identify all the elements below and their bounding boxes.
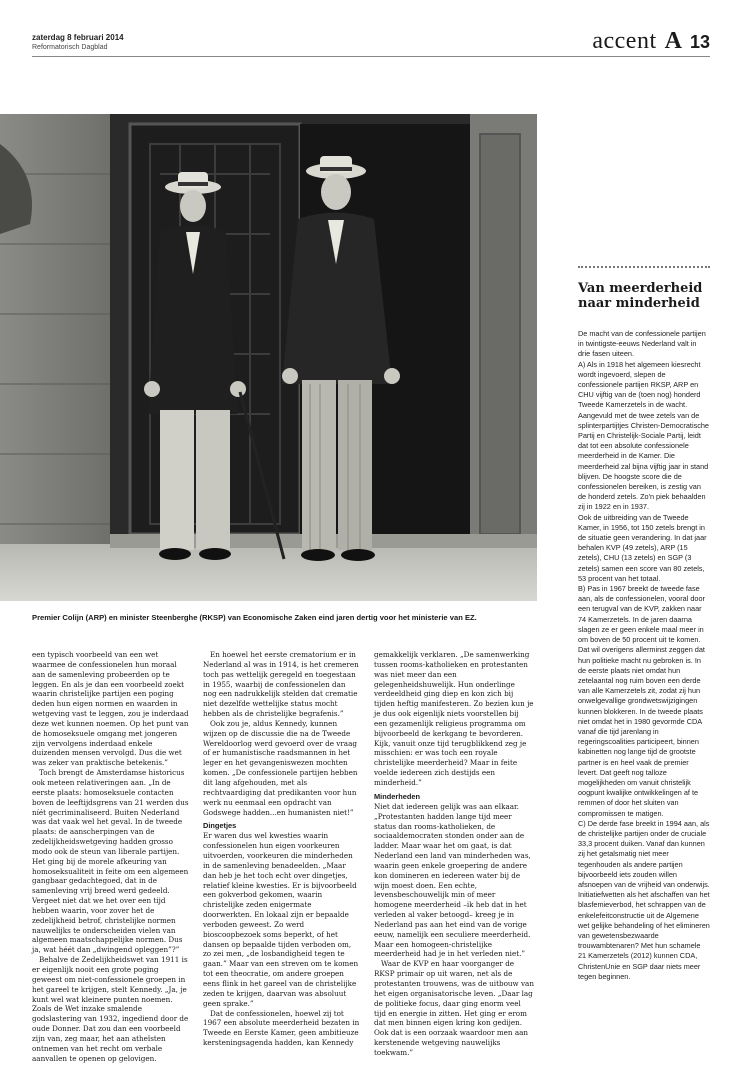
sidebar-box (578, 266, 710, 982)
subheading-dingetjes: Dingetjes (203, 821, 237, 831)
paragraph: Ook zou je, aldus Kennedy, kunnen wijzen op de discussie die na de Tweede Wereldoorlog werd gevoerd over de vraag of er humanistische raadsmannen in het leger en het gevangeniswezen mochten komen. „De confessionele partijen hebben dit lang afgehouden, met als rechtvaardiging dat predikanten voor hun werk nu eenmaal een opdracht van Godswege hadden...en humanisten niet!” (203, 718, 358, 817)
sidebar-paragraph: De macht van de confessionele partijen in twintigste-eeuws Nederland valt in drie fasen uiteen. (578, 329, 706, 359)
sidebar-paragraph: A) Als in 1918 het algemeen kiesrecht wordt ingevoerd, slepen de confessionele partijen RKSP, ARP en CHU vijftig van de (toen nog) honderd Tweede Kamerzetels in de wacht. Aangevuld met de twee zetels van de splinterpartijtjes Christen-Democratische Partij en Christelijk-Sociale Partij, leidt dat tot een absolute confessionele meerderheid in de Kamer. Die meerderheid zal bijna vijftig jaar in stand blijven. De hoogste score die de confessionelen bereiken, is zestig van de honderd zetels. Zo'n piek behaalden zij in 1922 en in 1937. (578, 359, 709, 512)
paragraph: Er waren dus wel kwesties waarin confessionelen hun eigen voorkeuren uitvoerden, voorkeuren die minderheden in de samenleving benadeelden. „Maar dan heb je het toch echt over dingetjes, relatief kleine kwesties. Er is bijvoorbeeld een gokverbod gekomen, waarin christelijke zeden enigermate doorwerkten. En lokaal zijn er bepaalde verboden geweest. Zo werd bioscoopbezoek soms beperkt, of het dansen op bepaalde tijden verboden om, zo zei men, „de losbandigheid tegen te gaan.” Maar van een streven om te komen tot een theocratie, om andere groepen eens flink in het gareel van de christelijke zeden te krijgen, daarvan was absoluut geen sprake.” (203, 831, 359, 1008)
article-column-2 (203, 650, 361, 1048)
paragraph: Toch brengt de Amsterdamse historicus ook meteen relativeringen aan. „In de eerste plaats: homoseksuele contacten boven de leeftijdsgrens van 21 werden dus níét gecriminaliseerd. Buiten Nederland was dat vaak wel het geval. In de tweede plaats: de aanscherpingen van de zedelijkheidswetgeving hadden grosso modo ook de steun van liberale partijen. Het ging bij de morele afkeuring van homoseksualiteit in feite om een algemeen gangbaar gedachtegoed, dat in de samenleving vrij breed werd gedeeld. Vergeet niet dat we het over een tijd hebben waarin, voor zover het de zedelijkheid betrof, christelijke normen nauwelijks te onderscheiden vielen van algemeen maatschappelijke normen. Dus ja, wat héét dan „dwingend opleggen”?” (32, 768, 189, 955)
paragraph: Dat de confessionelen, hoewel zij tot 1967 een absolute meerderheid bezaten in Tweede en Eerste Kamer, geen ambitieuze kersteningsagenda hadden, kan Kennedy (203, 1008, 360, 1048)
paragraph: gemakkelijk verklaren. „De samenwerking tussen rooms-katholieken en protestanten was niet meer dan een gelegenheidshuwelijk. Hun onderlinge verdeeldheid ging diep en kon zich bij tijden heftig manifesteren. Zo bezien kun je je dus ook eigenlijk niets voorstellen bij een gezamenlijk religieus programma om bijvoorbeeld de kerkgang te bevorderen. Kijk, vanuit onze tijd terugblikkend zeg je misschien: er was toch een royale christelijke meerderheid? Maar in feite voelde iedereen zich destijds een minderheid.” (374, 650, 534, 787)
sidebar-body (578, 329, 710, 982)
paragraph: Niet dat iedereen gelijk was aan elkaar. „Protestanten hadden lange tijd meer status dan rooms-katholieken, de sociaaldemocraten stonden onder aan de ladder. Maar waar het om gaat, is dat Nederland een land van minderheden was, waarin geen enkele groepering de andere kon domineren en iedereen water bij de wijn moest doen. Een echte, levensbeschouwelijk min of meer homogene meerderheid –ik heb dat in het verleden al vaker betoogd– kreeg je in Nederland pas aan het eind van de vorige eeuw, namelijk een seculiere meerderheid. Maar een homogeen-christelijke meerderheid had je in het verleden niet.” (374, 801, 531, 959)
page-number: 13 (689, 32, 710, 52)
photo-caption: Premier Colijn (ARP) en minister Steenberghe (RKSP) van Economische Zaken eind jaren dertig voor het ministerie van EZ. (32, 613, 477, 622)
masthead-left (32, 33, 124, 53)
sidebar-dotted-rule (578, 266, 710, 271)
paragraph: Behalve de Zedelijkheidswet van 1911 is er eigenlijk nooit een grote poging geweest om niet-confessionele groepen in het gareel te krijgen, stelt Kennedy. „Ja, je kunt wel wat kleinere punten noemen. Zoals de Wet inzake smalende godslastering van 1932, ingediend door de oude Donner. Dat zou dan een voorbeeld zijn van, zeg maar, het aan atheïsten ontnemen van het recht om verbale aanvallen te openen op gelovigen. (32, 955, 189, 1063)
article-column-3 (374, 650, 534, 1058)
issue-date: zaterdag 8 februari 2014 (32, 33, 124, 42)
sidebar-paragraph: B) Pas in 1967 breekt de tweede fase aan, als de confessionelen, vooral door een terugval van de KVP, zakken naar 74 Kamerzetels. In de jaren daarna slagen ze er geen enkele maal meer in om boven de 50 procent uit te komen. Dat wil overigens allerminst zeggen dat hun politieke macht nu gebroken is. In de eerste plaats niet omdat hun zetelaantal nog ruim boven een derde van alle Kamerzetels zit, zodat zij hun onwelgevallige grondwetswijzigingen kunnen blokkeren. In de tweede plaats niet omdat het in 1980 gevormde CDA vanaf die tijd jarenlang in regeringscoalities participeert, binnen kabinetten nog lange tijd de grootste partner is en heel vaak de premier levert. Dat geeft nog talloze mogelijkheden om vanuit christelijk oogpunt kwalijke ontwikkelingen af te remmen of door het sluiten van compromissen te matigen. (578, 584, 705, 818)
section-logo: A (664, 28, 682, 54)
sidebar-paragraph: Ook de uitbreiding van de Tweede Kamer, in 1956, tot 150 zetels brengt in de situatie geen verandering. In dat jaar behalen KVP (49 zetels), ARP (15 zetels), CHU (13 zetels) en SGP (3 zetels) samen een score van 80 zetels, 53 procent van het totaal. (578, 512, 707, 583)
sidebar-title: Van meerderheid naar minderheid (578, 281, 703, 311)
paragraph: En hoewel het eerste crematorium er in Nederland al was in 1914, is het cremeren toch pas wettelijk geregeld en toegestaan in 1955, waarbij de confessionelen dan nog een nadrukkelijk stelden dat crematie niet dezelfde wettelijke status mocht hebben als de christelijke begrafenis.” (203, 650, 359, 719)
article-photo (0, 114, 537, 601)
masthead-right (592, 28, 710, 55)
photo-illustration (0, 114, 537, 601)
sidebar-paragraph: C) De derde fase breekt in 1994 aan, als de christelijke partijen onder de cruciale 33,3 procent duiken. Vanaf dan kunnen zij het getalsmatig niet meer tegenhouden als andere partijen bijvoorbeeld iets zouden willen afsnoepen van de vrijheid van onderwijs. Initiatiefwetten als het afschaffen van het blasfemieverbod, het schrappen van de enkelefeitconstructie uit de Algemene wet gelijke behandeling of het elimineren van gewetensbezwaarde trouwambtenaren? Met hun schamele 21 Kamerzetels (2012) kunnen CDA, ChristenUnie en SGP daar niets meer tegen beginnen. (578, 818, 710, 981)
article-column-1 (32, 650, 190, 1063)
header-rule (32, 56, 710, 57)
subheading-minderheden: Minderheden (374, 791, 420, 801)
section-name: accent (592, 28, 657, 54)
paragraph: Waar de KVP en haar voorganger de RKSP primair op uit waren, net als de protestanten trouwens, was de uitbouw van het eigen organisatorische leven. „Daar lag de politieke focus, daar ging enorm veel tijd en energie in zitten. Het ging er erom dat men binnen eigen kring kon gedijen. Ook dat is een oorzaak waardoor men aan kerstenende wetgeving nauwelijks toekwam.” (374, 959, 534, 1057)
newspaper-name: Reformatorisch Dagblad (32, 44, 108, 51)
paragraph: een typisch voorbeeld van een wet waarmee de confessionelen hun moraal aan de samenleving probeerden op te leggen. En als je dan een voorbeeld zoekt waarin christelijke partijen een poging deden hun eigen normen en waarden in wetgeving vast te leggen, zou je inderdaad deze wet kunnen noemen. Op het punt van de homoseksuele omgang met jongeren zijn vervolgens inderdaad enkele duizenden mensen vervolgd. Dus die wet was zeker van praktische betekenis.” (32, 650, 189, 768)
